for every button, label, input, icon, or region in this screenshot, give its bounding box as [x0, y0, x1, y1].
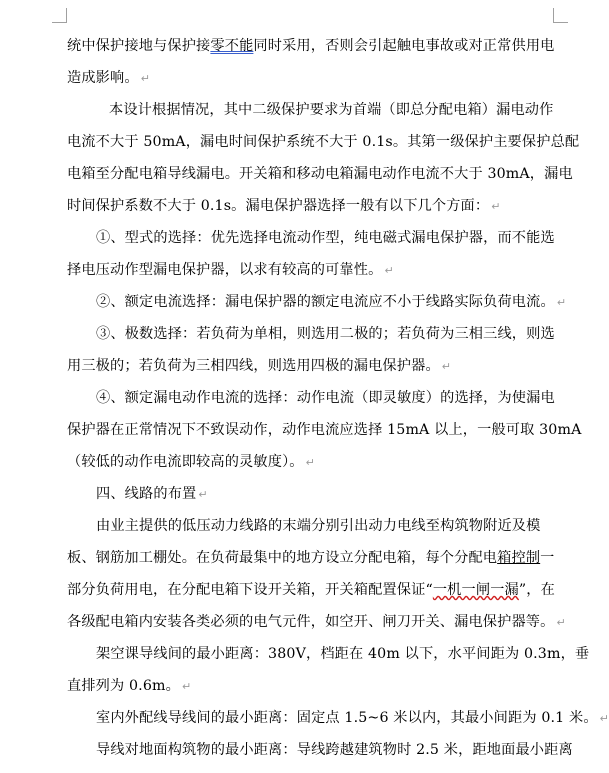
text-run: 统中保护接地与保护接 [67, 38, 211, 54]
text-line [67, 286, 567, 318]
text-run: 本设计根据情况，其中二级保护要求为首端（即总分配电箱）漏电动作 [109, 102, 554, 118]
text-line [67, 542, 557, 574]
text-run: 室内外配线导线间的最小距离：固定点 1.5~6 米以内，其最小间距为 0.1 米。 [96, 710, 598, 726]
text-run: 四、线路的布置 [96, 486, 197, 502]
text-line [67, 30, 557, 62]
paragraph-mark-icon: ↵ [384, 264, 394, 277]
text-run: 导线对地面构筑物的最小距离：导线跨越建筑物时 2.5 米，距地面最小距离 [96, 742, 573, 758]
underlined-text: 箱控制 [497, 550, 541, 566]
text-run: 时间保护系数不大于 0.1s。漏电保护器选择一般有以下几个方面： [67, 198, 490, 214]
text-line [67, 510, 557, 542]
text-run: ④、额定漏电动作电流的选择：动作电流（即灵敏度）的选择，为使漏电 [96, 390, 555, 406]
underlined-text: 一机一闸一漏 [432, 582, 519, 598]
paragraph-mark-icon: ↵ [441, 360, 452, 373]
text-line [67, 62, 557, 94]
paragraph-mark-icon: ↵ [556, 296, 567, 309]
text-run: 保护器在正常情况下不致误动作，动作电流应选择 15mA 以上，一般可取 30mA [67, 422, 582, 438]
text-run: ③、极数选择：若负荷为单相，则选用二极的；若负荷为三相三线，则选 [96, 326, 555, 342]
paragraph-mark-icon: ↵ [556, 616, 566, 629]
paragraph-mark-icon: ↵ [198, 488, 208, 501]
text-run: 由业主提供的低压动力线路的末端分别引出动力电线至构筑物附近及模 [96, 518, 541, 534]
text-run: 各级配电箱内安装各类必须的电气元件，如空开、闸刀开关、漏电保护器等。 [67, 614, 555, 630]
text-line [67, 574, 557, 606]
text-run: 架空课导线间的最小距离：380V，档距在 40m 以下，水平间距为 0.3m，垂 [96, 646, 590, 662]
text-run: 用三极的；若负荷为三相四线，则选用四极的漏电保护器。 [67, 358, 440, 374]
paragraph-mark-icon: ↵ [181, 680, 192, 693]
text-line [67, 606, 566, 638]
text-line [67, 670, 557, 702]
text-run: ”，在 [518, 582, 555, 598]
crop-mark-top-right [553, 8, 568, 23]
text-run: ①、型式的选择：优先选择电流动作型，纯电磁式漏电保护器，而不能选 [96, 230, 555, 246]
text-line [67, 734, 573, 766]
crop-mark-top-left [52, 8, 67, 23]
text-line [67, 222, 557, 254]
text-run: （较低的动作电流即较高的灵敏度）。 [67, 454, 304, 470]
text-line [67, 382, 557, 414]
text-line [67, 126, 580, 158]
text-run: 电流不大于 50mA，漏电时间保护系统不大于 0.1s。其第一级保护主要保护总配 [67, 134, 580, 150]
paragraph-mark-icon: ↵ [305, 456, 316, 469]
text-line [67, 318, 557, 350]
text-run: 直排列为 0.6m。 [67, 678, 180, 694]
text-run: ②、额定电流选择：漏电保护器的额定电流应不小于线路实际负荷电流。 [96, 294, 555, 310]
text-run: 同时采用，否则会引起触电事故或对正常供用电 [253, 38, 555, 54]
paragraph-mark-icon: ↵ [491, 200, 501, 213]
paragraph-mark-icon: ↵ [599, 712, 609, 725]
text-line [67, 350, 557, 382]
text-run: 电箱至分配电箱导线漏电。开关箱和移动电箱漏电动作电流不大于 30mA，漏电 [67, 166, 573, 182]
text-run: 一 [540, 550, 555, 566]
document-body[interactable] [67, 30, 609, 766]
text-line [67, 254, 557, 286]
text-line [67, 190, 557, 222]
text-line [67, 94, 557, 126]
text-run: 板、钢筋加工棚处。在负荷最集中的地方设立分配电箱，每个分配电 [67, 550, 498, 566]
text-line [67, 158, 573, 190]
text-line [67, 414, 582, 446]
text-line [67, 478, 557, 510]
text-line [67, 702, 609, 734]
underlined-text: 零不能 [210, 38, 254, 54]
paragraph-mark-icon: ↵ [140, 72, 151, 85]
text-run: 造成影响。 [67, 70, 139, 86]
text-line [67, 446, 557, 478]
text-line [67, 638, 590, 670]
text-run: 部分负荷用电，在分配电箱下设开关箱，开关箱配置保证“ [67, 582, 433, 598]
text-run: 择电压动作型漏电保护器，以求有较高的可靠性。 [67, 262, 383, 278]
